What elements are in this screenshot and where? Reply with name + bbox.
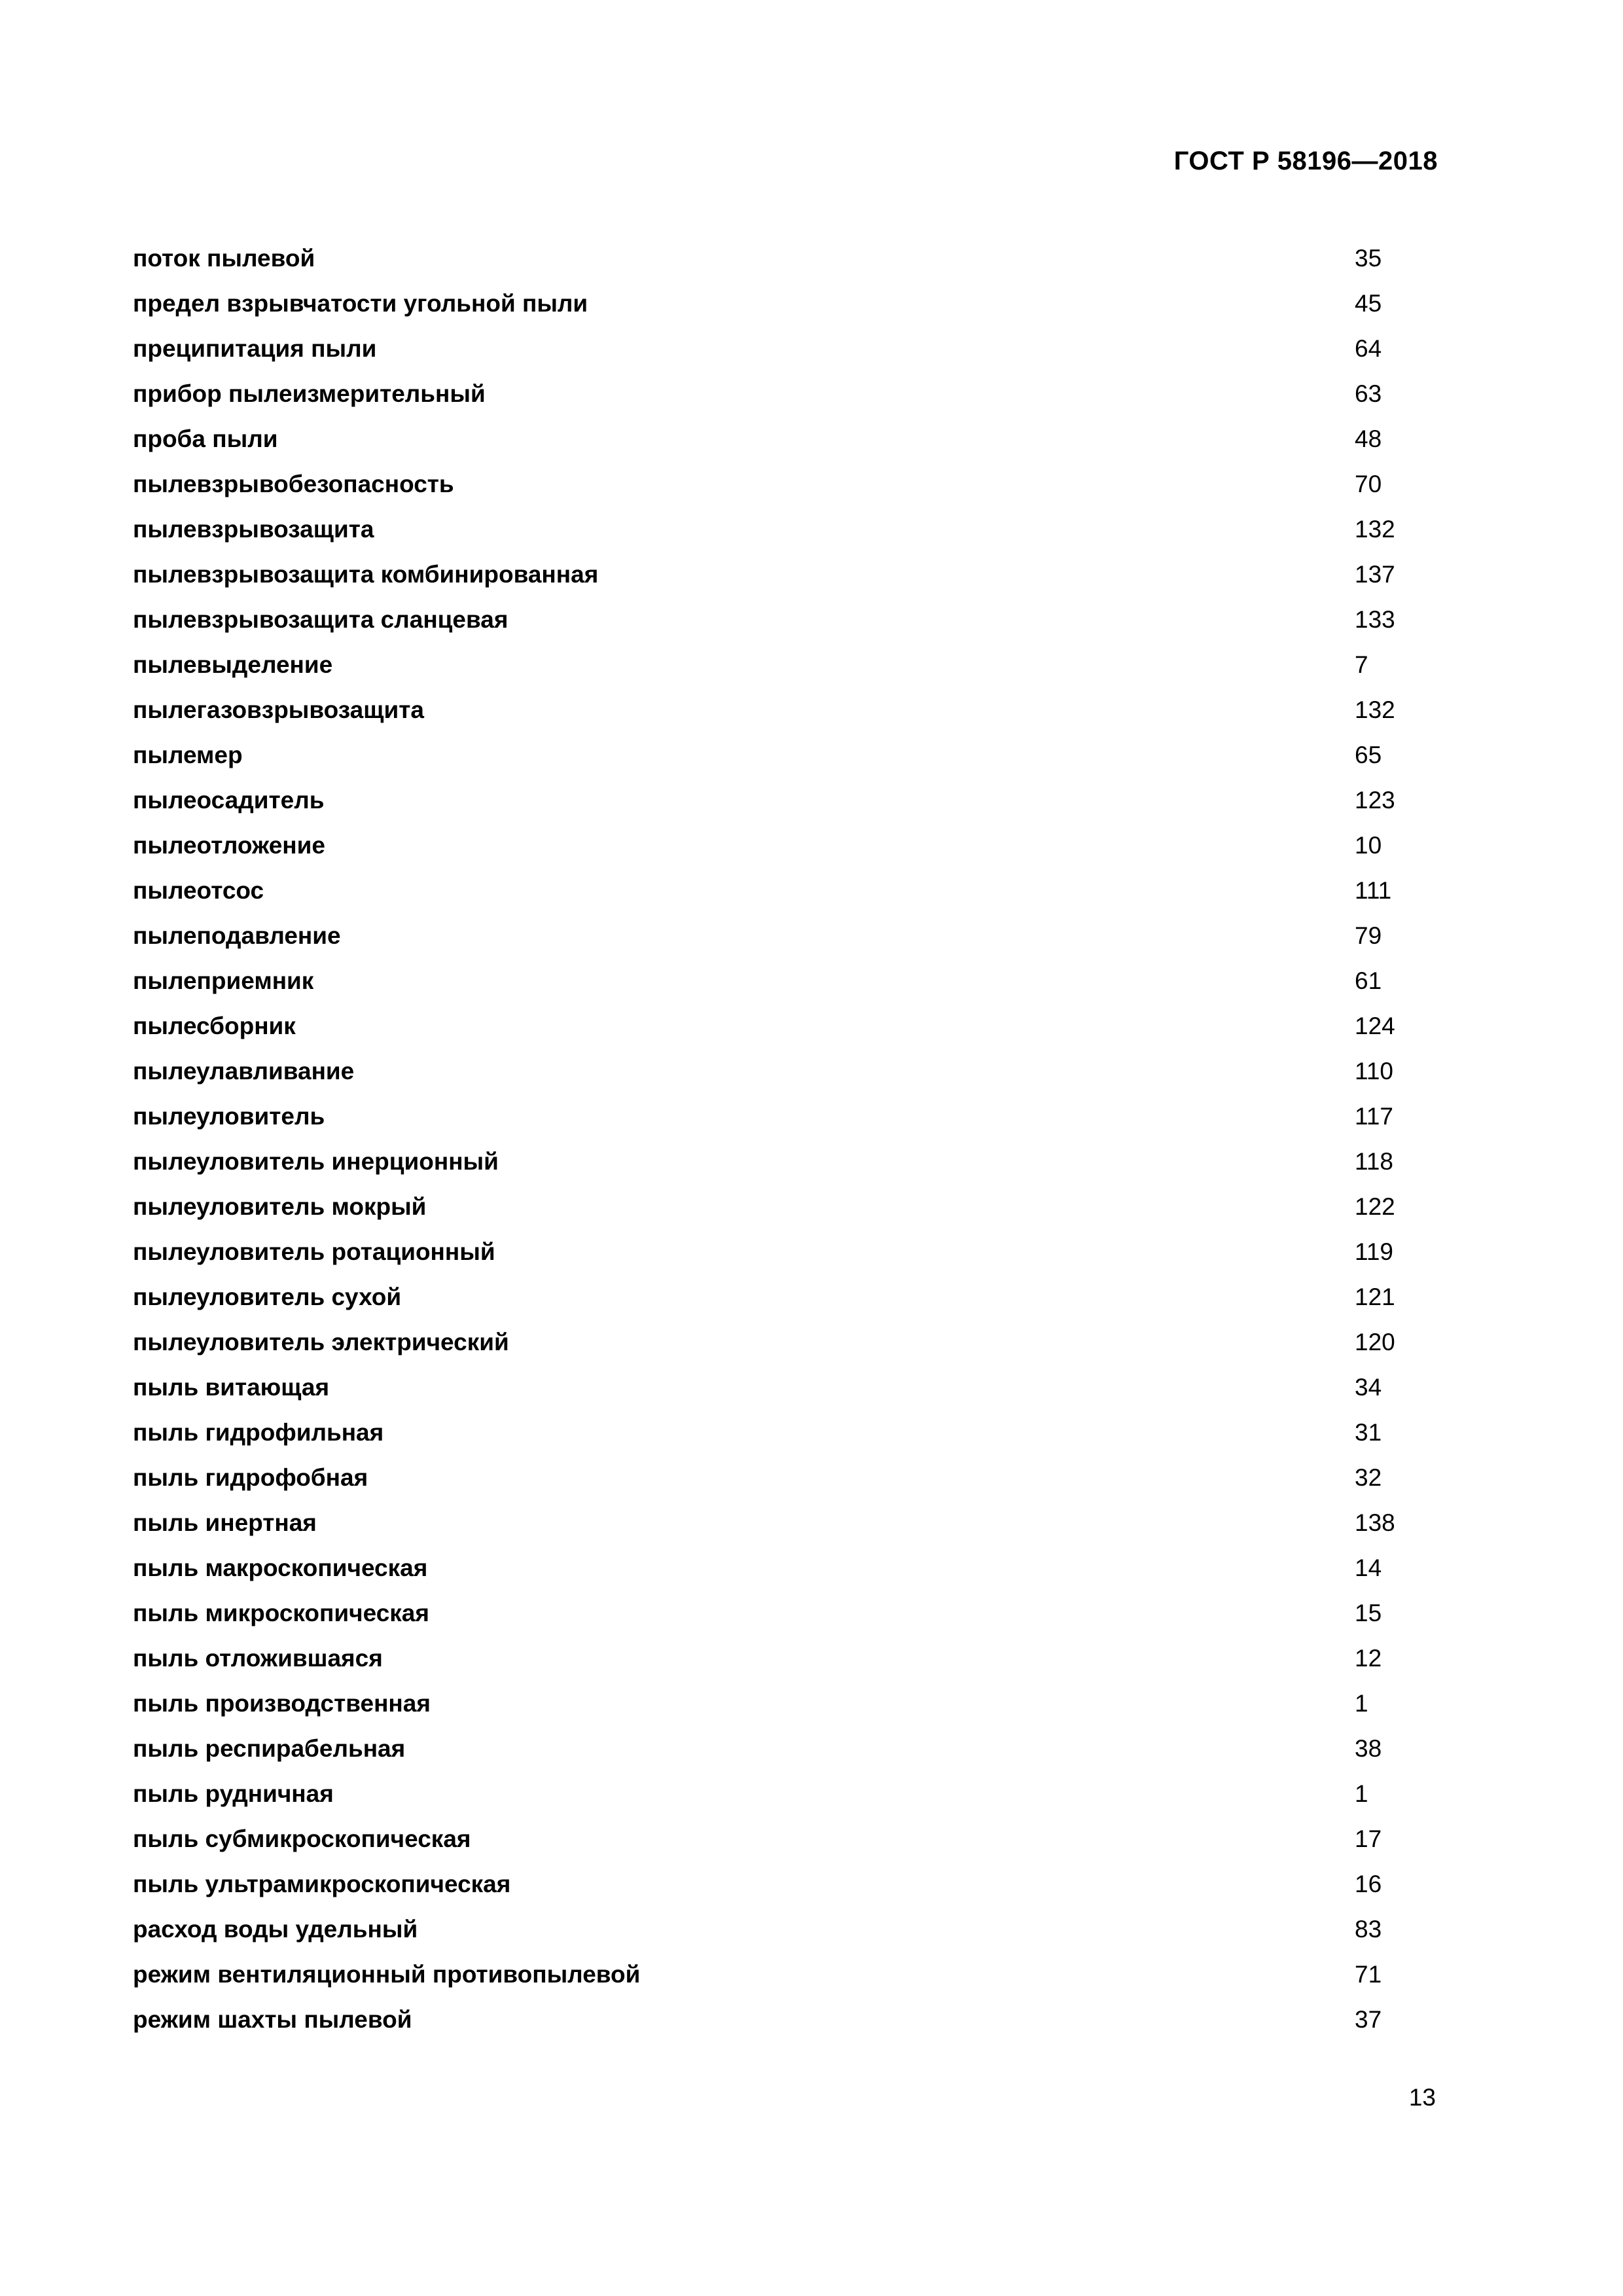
index-term: пылеуловитель мокрый — [133, 1193, 427, 1220]
index-term-number: 32 — [1355, 1464, 1382, 1491]
index-entry — [133, 1636, 1438, 1681]
index-term: пыль респирабельная — [133, 1735, 406, 1762]
index-term: пыль макроскопическая — [133, 1554, 428, 1581]
index-term: режим шахты пылевой — [133, 2006, 412, 2033]
index-entry — [133, 1455, 1438, 1500]
index-entry — [133, 281, 1438, 326]
index-term: пыль субмикроскопическая — [133, 1825, 471, 1852]
index-entry — [133, 687, 1438, 732]
index-term-number: 110 — [1355, 1058, 1393, 1085]
index-term-number: 7 — [1355, 651, 1368, 678]
index-entry — [133, 1229, 1438, 1274]
index-term-number: 138 — [1355, 1509, 1395, 1536]
index-entry — [133, 1907, 1438, 1952]
index-term: поток пылевой — [133, 245, 315, 272]
index-term: пылегазовзрывозащита — [133, 696, 424, 723]
index-term: пылемер — [133, 742, 243, 768]
index-entry — [133, 1997, 1438, 2042]
index-term: пылевыделение — [133, 651, 333, 678]
index-entry — [133, 958, 1438, 1003]
index-entry — [133, 1726, 1438, 1771]
index-entry — [133, 1049, 1438, 1094]
index-term-number: 1 — [1355, 1690, 1368, 1717]
index-term-number: 16 — [1355, 1871, 1382, 1897]
index-entry — [133, 1816, 1438, 1861]
index-entry — [133, 416, 1438, 461]
index-term: пылеуловитель электрический — [133, 1329, 509, 1355]
index-term-number: 119 — [1355, 1238, 1393, 1265]
index-term-number: 111 — [1355, 877, 1392, 904]
index-entry — [133, 326, 1438, 371]
index-entry — [133, 1590, 1438, 1636]
index-term: пылеуловитель — [133, 1103, 325, 1130]
index-entry — [133, 552, 1438, 597]
index-term: пыль инертная — [133, 1509, 317, 1536]
index-term: пыль отложившаяся — [133, 1645, 383, 1672]
index-term-number: 118 — [1355, 1148, 1393, 1175]
index-term: пылеуловитель сухой — [133, 1283, 402, 1310]
index-entry — [133, 1274, 1438, 1319]
index-entry — [133, 507, 1438, 552]
index-term-number: 12 — [1355, 1645, 1382, 1672]
index-entry — [133, 461, 1438, 507]
index-entry — [133, 1365, 1438, 1410]
index-term-number: 71 — [1355, 1961, 1382, 1988]
index-term-number: 35 — [1355, 245, 1382, 272]
index-entry — [133, 1139, 1438, 1184]
index-term-number: 117 — [1355, 1103, 1393, 1130]
index-term-number: 10 — [1355, 832, 1382, 859]
index-entry — [133, 371, 1438, 416]
index-term-number: 137 — [1355, 561, 1395, 588]
index-term-number: 63 — [1355, 380, 1382, 407]
index-term: пылеулавливание — [133, 1058, 355, 1085]
index-term-number: 48 — [1355, 425, 1382, 452]
index-term: пылевзрывозащита сланцевая — [133, 606, 508, 633]
index-term: пыль рудничная — [133, 1780, 334, 1807]
index-term: проба пыли — [133, 425, 278, 452]
index-term: пылеотсос — [133, 877, 264, 904]
index-entry — [133, 1952, 1438, 1997]
index-term: пыль гидрофобная — [133, 1464, 368, 1491]
index-term: пыль гидрофильная — [133, 1419, 384, 1446]
index-term-number: 64 — [1355, 335, 1382, 362]
index-term: пылеприемник — [133, 967, 314, 994]
index-entry — [133, 732, 1438, 778]
index-term-number: 65 — [1355, 742, 1382, 768]
index-term: пылеподавление — [133, 922, 341, 949]
index-term-number: 17 — [1355, 1825, 1382, 1852]
index-term-number: 79 — [1355, 922, 1382, 949]
index-entry — [133, 642, 1438, 687]
index-term: пыль ультрамикроскопическая — [133, 1871, 511, 1897]
index-term-number: 83 — [1355, 1916, 1382, 1943]
index-entry — [133, 1681, 1438, 1726]
index-term: пылеосадитель — [133, 787, 325, 814]
index-term: предел взрывчатости угольной пыли — [133, 290, 588, 317]
index-entry — [133, 236, 1438, 281]
index-term-number: 132 — [1355, 516, 1395, 543]
index-term: пылеуловитель ротационный — [133, 1238, 495, 1265]
index-term: режим вентиляционный противопылевой — [133, 1961, 641, 1988]
index-term-number: 45 — [1355, 290, 1382, 317]
index-term-number: 124 — [1355, 1013, 1395, 1039]
index-entry — [133, 868, 1438, 913]
index-term: пыль микроскопическая — [133, 1600, 429, 1626]
index-term-number: 123 — [1355, 787, 1395, 814]
index-term-number: 15 — [1355, 1600, 1382, 1626]
index-entry — [133, 1184, 1438, 1229]
index-entry — [133, 1094, 1438, 1139]
index-entry — [133, 1410, 1438, 1455]
index-term-number: 121 — [1355, 1283, 1395, 1310]
index-term-number: 120 — [1355, 1329, 1395, 1355]
index-term: пылевзрывозащита — [133, 516, 374, 543]
index-term: расход воды удельный — [133, 1916, 418, 1943]
index-term: пылеуловитель инерционный — [133, 1148, 499, 1175]
index-term-number: 34 — [1355, 1374, 1382, 1401]
index-entry — [133, 597, 1438, 642]
index-term-number: 70 — [1355, 471, 1382, 497]
index-entry — [133, 1003, 1438, 1049]
index-term-number: 14 — [1355, 1554, 1382, 1581]
term-index-list — [133, 236, 1438, 2042]
index-entry — [133, 1545, 1438, 1590]
page-number: 13 — [1408, 2084, 1436, 2111]
index-term: преципитация пыли — [133, 335, 377, 362]
index-entry — [133, 823, 1438, 868]
index-entry — [133, 1500, 1438, 1545]
index-term: пыль производственная — [133, 1690, 431, 1717]
index-entry — [133, 1319, 1438, 1365]
index-term-number: 122 — [1355, 1193, 1395, 1220]
index-entry — [133, 1861, 1438, 1907]
index-term-number: 31 — [1355, 1419, 1382, 1446]
index-term: пылевзрывобезопасность — [133, 471, 454, 497]
index-term-number: 61 — [1355, 967, 1382, 994]
index-term: пылевзрывозащита комбинированная — [133, 561, 599, 588]
index-entry — [133, 1771, 1438, 1816]
index-term-number: 38 — [1355, 1735, 1382, 1762]
index-term-number: 132 — [1355, 696, 1395, 723]
index-term-number: 1 — [1355, 1780, 1368, 1807]
index-entry — [133, 778, 1438, 823]
index-term: пылеотложение — [133, 832, 325, 859]
index-term: пыль витающая — [133, 1374, 330, 1401]
index-term: пылесборник — [133, 1013, 296, 1039]
index-term-number: 133 — [1355, 606, 1395, 633]
index-term: прибор пылеизмерительный — [133, 380, 486, 407]
index-term-number: 37 — [1355, 2006, 1382, 2033]
index-entry — [133, 913, 1438, 958]
document-header: ГОСТ Р 58196—2018 — [1173, 147, 1438, 175]
